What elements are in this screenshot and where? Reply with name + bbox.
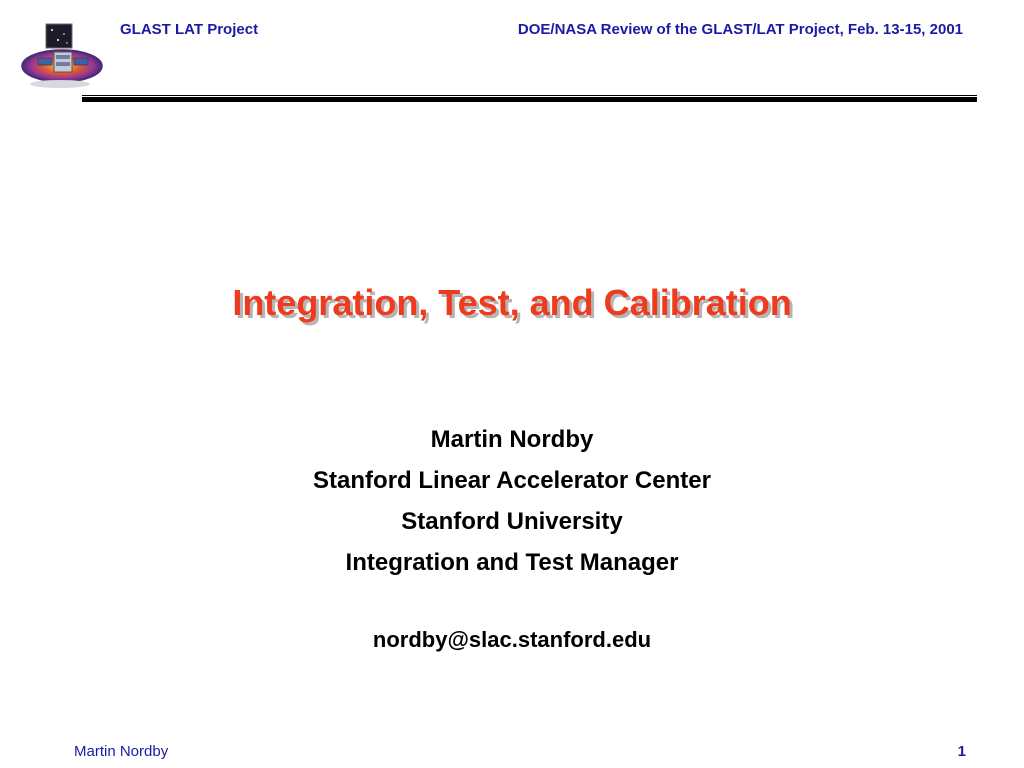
author-email: nordby@slac.stanford.edu [372,627,652,652]
author-block [0,424,1024,588]
author-affiliation-lab: Stanford Linear Accelerator Center [313,467,711,494]
slide-title: Integration, Test, and Calibration [232,282,792,323]
footer-presenter: Martin Nordby [74,743,169,760]
header-rule-thick [82,97,977,102]
header-rule-thin [82,95,977,96]
header-review-title: DOE/NASA Review of the GLAST/LAT Project, Feb. 13-15, 2001 [517,21,963,38]
author-affiliation-university: Stanford University [401,508,623,535]
header-project-name: GLAST LAT Project [120,21,259,38]
author-name: Martin Nordby [430,426,594,453]
footer-page-number: 1 [957,743,966,760]
author-role: Integration and Test Manager [345,549,679,576]
glast-satellite-logo-icon [20,18,115,93]
